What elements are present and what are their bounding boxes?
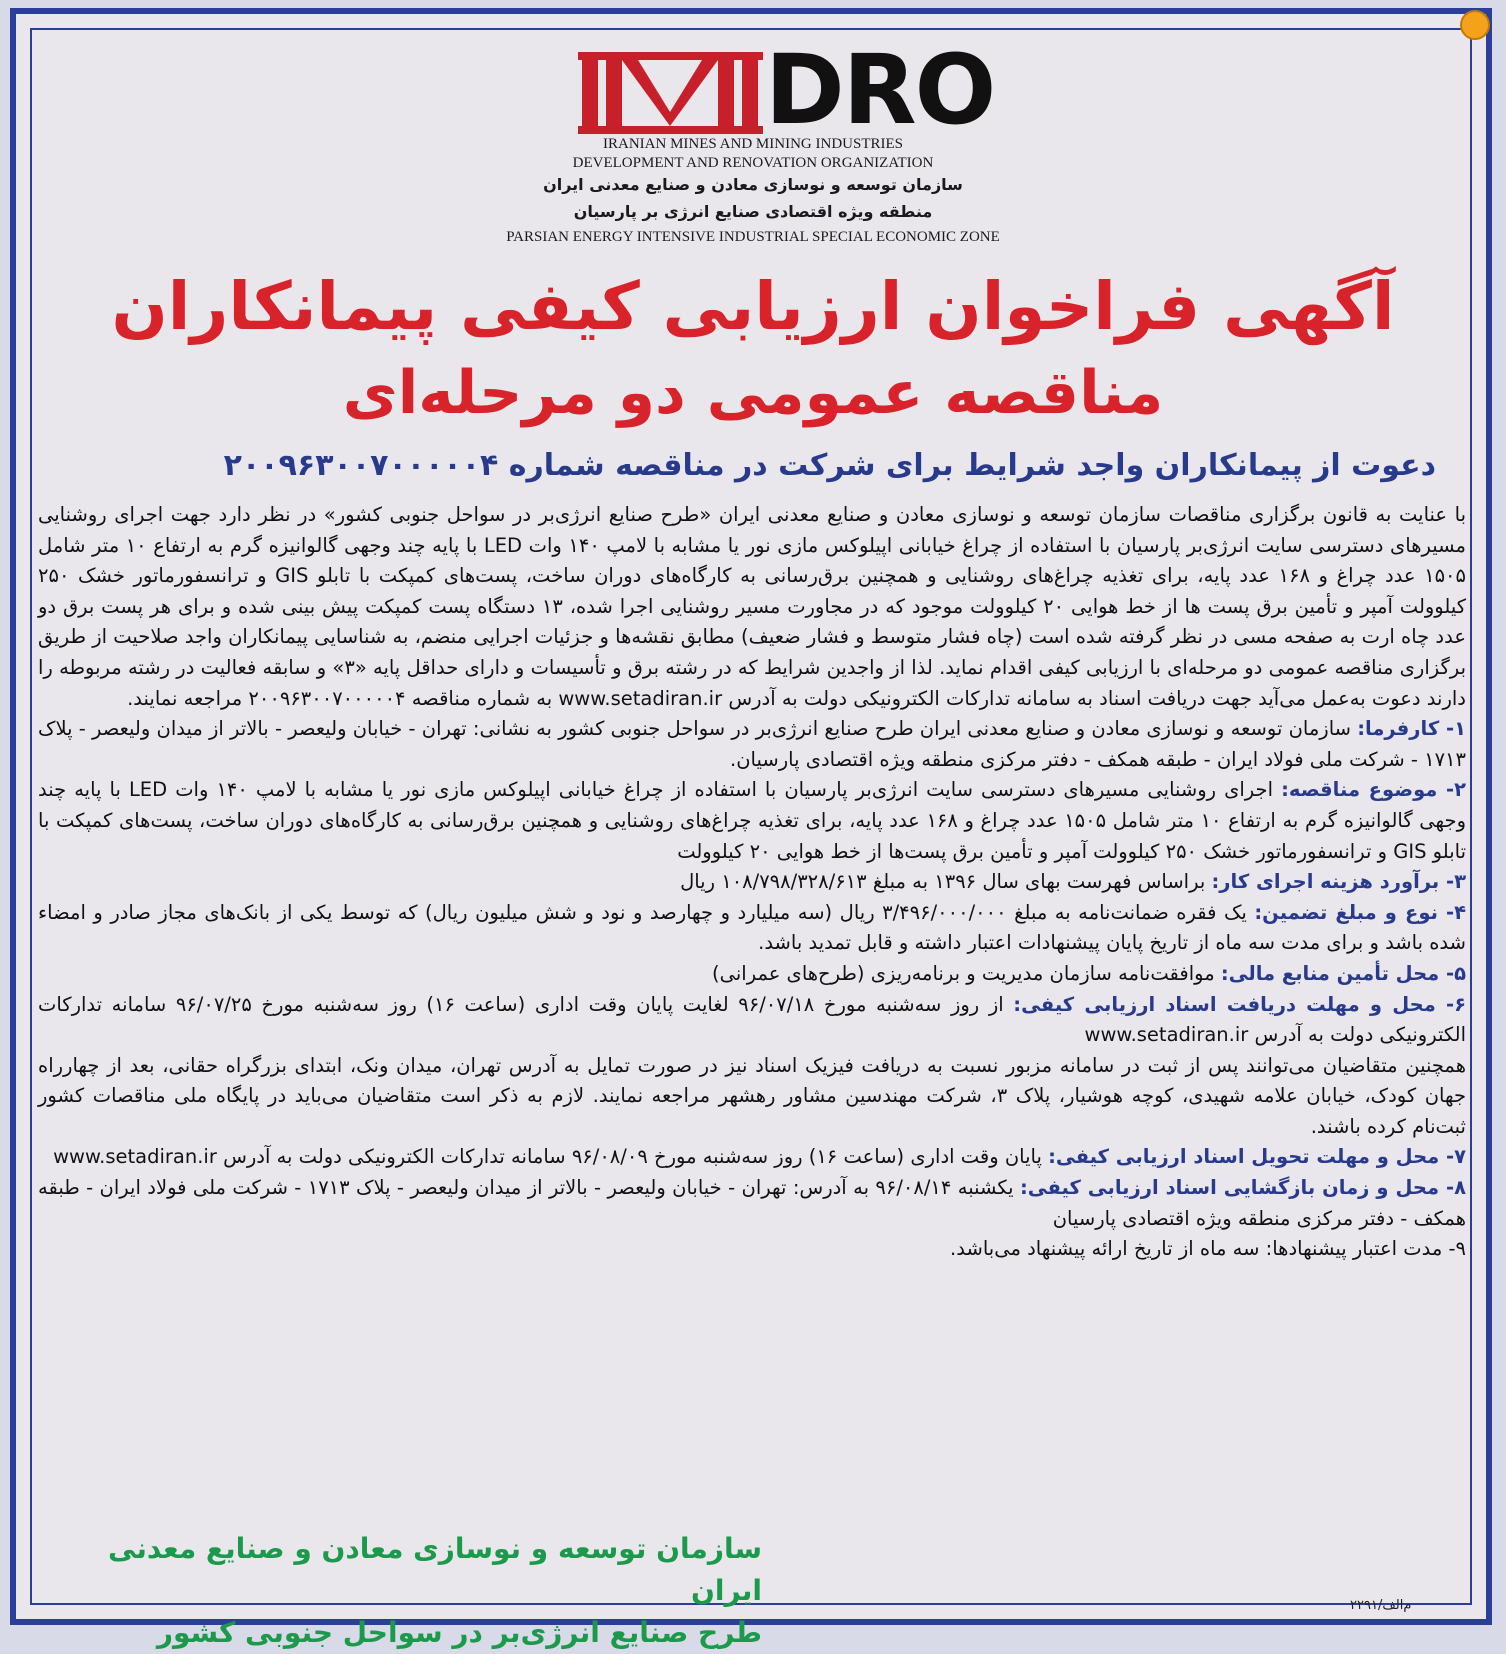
- item-6: [38, 990, 1466, 1051]
- item-2-label: ۲- موضوع مناقصه:: [1281, 778, 1467, 802]
- item-2: [38, 775, 1466, 867]
- item-4: [38, 898, 1466, 959]
- intro-paragraph: با عنایت به قانون برگزاری مناقصات سازمان توسعه و نوسازی معادن و صنایع معدنی ایران «طرح صنایع انرژی‌بر در سواحل جنوبی کشور» در نظر دارد جهت اجرای روشنایی مسیرهای دسترسی سایت انرژی‌بر پارسیان با استفاده از چراغ خیابانی اپیلوکس مازی نور یا مشابه با لامپ ۱۴۰ وات LED با پایه چند وجهی گالوانیزه گرم به ارتفاع ۱۰ متر شامل ۱۵۰۵ عدد چراغ و ۱۶۸ عدد پایه، برای تغذیه چراغ‌های روشنایی و همچنین برق‌رسانی به کارگاه‌های دوران ساخت، پست‌های کمپکت با تابلو GIS و ترانسفورماتور خشک ۲۵۰ کیلوولت آمپر و تأمین برق پست ها از خط هوایی ۲۰ کیلوولت موجود که در مجاورت مسیر روشنایی اجرا شده، ۱۳ دستگاه پست کمپکت پیش بینی شده و برای هر پست برق دو عدد چاه ارت به صفحه مسی در نظر گرفته شده است (چاه فشار متوسط و فشار ضعیف) مطابق نقشه‌ها و جزئیات اجرایی منضم، به شناسایی پیمانکاران واجد صلاحیت از طریق برگزاری مناقصه عمومی دو مرحله‌ای با ارزیابی کیفی اقدام نماید. لذا از واجدین شرایط که در رشته برق و تأسیسات و دارای حداقل پایه «۳» و سابقه فعالیت در رشته مربوطه را دارند دعوت به‌عمل می‌آید جهت دریافت اسناد به سامانه تدارکات الکترونیکی دولت به آدرس www.setadiran.ir به شماره مناقصه ۲۰۰۹۶۳۰۰۷۰۰۰۰۰۴ مراجعه نمایند.: [38, 503, 1467, 710]
- item-4-text: یک فقره ضمانت‌نامه به مبلغ ۳/۴۹۶/۰۰۰/۰۰۰ ریال (سه میلیارد و چهارصد و نود و شش میلیون ریال) که توسط یکی از بانک‌های مجاز صادر و امضاء شده باشد و برای مدت سه ماه از تاریخ پایان پیشنهادات اعتبار داشته و قابل تمدید باشد.: [38, 900, 1466, 955]
- item-3-text: براساس فهرست بهای سال ۱۳۹۶ به مبلغ ۱۰۸/۷۹۸/۳۲۸/۶۱۳ ریال: [680, 870, 1212, 894]
- item-7: [38, 1142, 1466, 1173]
- item-6-note-text: همچنین متقاضیان می‌توانند پس از ثبت در سامانه مزبور نسبت به دریافت فیزیک اسناد نیز در صورت تمایل به آدرس تهران، میدان ونک، ابتدای بزرگراه حقانی، بعد از چهارراه جهان کودک، خیابان علامه شهیدی، کوچه هوشیار، پلاک ۳، شرکت مهندسین مشاور رهشهر مراجعه نمایند. لازم به ذکر است متقاضیان می‌باید در پایگاه ملی مناقصات کشور ثبت‌نام کرده باشند.: [38, 1053, 1466, 1138]
- item-5-text: موافقت‌نامه سازمان مدیریت و برنامه‌ریزی (طرح‌های عمرانی): [711, 961, 1221, 985]
- org-name-fa-2: منطقه ویژه اقتصادی صنایع انرژی بر پارسیان: [573, 202, 933, 221]
- item-5-label: ۵- محل تأمین منابع مالی:: [1220, 961, 1466, 985]
- item-8: [38, 1173, 1466, 1234]
- item-6-text: از روز سه‌شنبه مورخ ۹۶/۰۷/۱۸ لغایت پایان وقت اداری (ساعت ۱۶) روز سه‌شنبه مورخ ۹۶/۰۷/۲۵ سامانه تدارکات الکترونیکی دولت به آدرس www.setadiran.ir: [38, 992, 1466, 1047]
- item-1: [38, 714, 1466, 775]
- item-3: [38, 867, 1466, 898]
- org-name-fa-1: سازمان توسعه و نوسازی معادن و صنایع معدنی ایران: [543, 175, 963, 194]
- ad-title-line1: آگهی فراخوان ارزیابی کیفی پیمانکاران: [111, 268, 1395, 345]
- item-3-label: ۳- برآورد هزینه اجرای کار:: [1211, 870, 1466, 894]
- item-9-text: مدت اعتبار پیشنهادها: سه ماه از تاریخ ارائه پیشنهاد می‌باشد.: [950, 1237, 1443, 1261]
- org-name-en-1: IRANIAN MINES AND MINING INDUSTRIES: [603, 136, 903, 152]
- ad-subtitle: دعوت از پیمانکاران واجد شرایط برای شرکت در مناقصه شماره ۲۰۰۹۶۳۰۰۷۰۰۰۰۰۴: [223, 448, 1436, 483]
- item-9-label: ۹-: [1442, 1237, 1466, 1261]
- item-6-label: ۶- محل و مهلت دریافت اسناد ارزیابی کیفی:: [1013, 992, 1466, 1016]
- item-8-text: یکشنبه ۹۶/۰۸/۱۴ به آدرس: تهران - خیابان ولیعصر - بالاتر از میدان ولیعصر - پلاک ۱۷۱۳ - شرکت ملی فولاد ایران - طبقه همکف - دفتر مرکزی منطقه ویژه اقتصادی پارسیان: [38, 1176, 1466, 1230]
- item-5: [38, 959, 1466, 990]
- ad-body: [38, 500, 1466, 1265]
- item-7-label: ۷- محل و مهلت تحویل اسناد ارزیابی کیفی:: [1048, 1145, 1466, 1169]
- ad-title-line2: مناقصه عمومی دو مرحله‌ای: [342, 358, 1164, 428]
- corner-marker: [1460, 10, 1490, 40]
- item-1-label: ۱- کارفرما:: [1357, 717, 1466, 741]
- footer-org-line1: سازمان توسعه و نوسازی معادن و صنایع معدنی ایران: [108, 1532, 762, 1607]
- org-name-en-2: DEVELOPMENT AND RENOVATION ORGANIZATION: [572, 155, 934, 171]
- item-4-label: ۴- نوع و مبلغ تضمین:: [1254, 900, 1466, 924]
- org-name-en-3: PARSIAN ENERGY INTENSIVE INDUSTRIAL SPECIAL ECONOMIC ZONE: [506, 229, 1000, 245]
- item-1-text: سازمان توسعه و نوسازی معادن و صنایع معدنی ایران طرح صنایع انرژی‌بر در سواحل جنوبی کشور به نشانی: تهران - خیابان ولیعصر - بالاتر از میدان ولیعصر - پلاک ۱۷۱۳ - شرکت ملی فولاد ایران - طبقه همکف - دفتر مرکزی منطقه ویژه اقتصادی پارسیان.: [38, 717, 1466, 771]
- footer-org-line2: طرح صنایع انرژی‌بر در سواحل جنوبی کشور: [156, 1616, 762, 1649]
- imidro-logo-mark: [578, 52, 763, 134]
- item-8-label: ۸- محل و زمان بازگشایی اسناد ارزیابی کیفی:: [1019, 1176, 1466, 1200]
- item-7-text: پایان وقت اداری (ساعت ۱۶) روز سه‌شنبه مورخ ۹۶/۰۸/۰۹ سامانه تدارکات الکترونیکی دولت به آدرس www.setadiran.ir: [53, 1145, 1049, 1169]
- item-6-note: [38, 1051, 1466, 1143]
- item-9: [38, 1234, 1466, 1265]
- ad-footer: [42, 1528, 762, 1654]
- logo-wordmark: DRO: [765, 34, 995, 146]
- ad-reference-code: م‌الف/۲۲۹۱: [1350, 1598, 1412, 1613]
- item-2-text: اجرای روشنایی مسیرهای دسترسی سایت انرژی‌بر پارسیان با استفاده از چراغ خیابانی اپیلوکس مازی نور یا مشابه با لامپ ۱۴۰ وات LED با پایه چند وجهی گالوانیزه گرم به ارتفاع ۱۰ متر شامل ۱۵۰۵ عدد چراغ و ۱۶۸ عدد پایه، برای تغذیه چراغ‌های روشنایی و همچنین برق‌رسانی به کارگاه‌های دوران ساخت، پست‌های کمپکت با تابلو GIS و ترانسفورماتور خشک ۲۵۰ کیلوولت آمپر و تأمین برق پست‌ها از خط هوایی ۲۰ کیلوولت: [38, 778, 1466, 863]
